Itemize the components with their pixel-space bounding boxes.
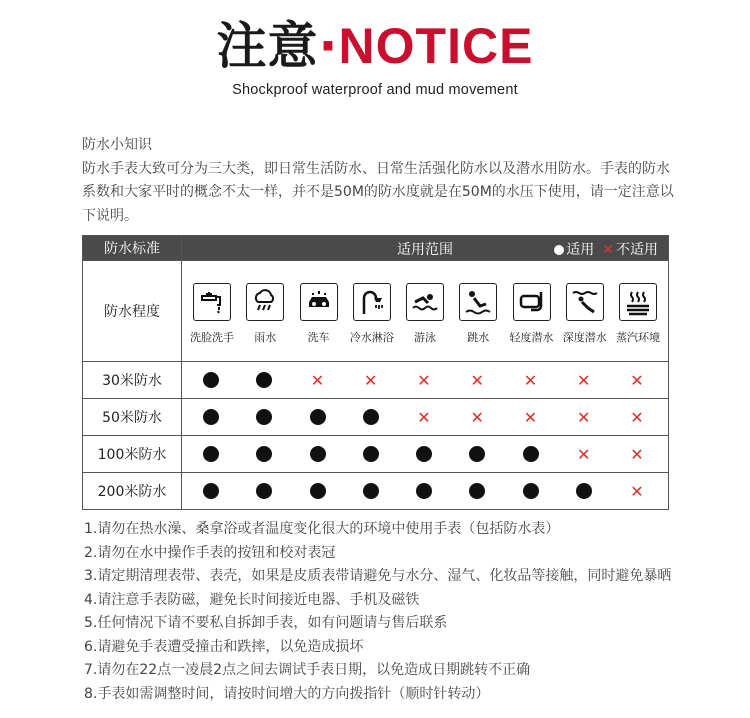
not-suitable-x-icon: ✕ [630,370,644,390]
note-item: 2.请勿在水中操作手表的按钮和校对表冠 [84,544,336,561]
not-suitable-x-icon: ✕ [523,407,538,427]
not-suitable-x-icon: ✕ [577,407,591,427]
legend-ok-label: 适用 [566,242,595,258]
suitable-dot-icon [194,444,228,464]
not-suitable-x-icon: ✕ [364,370,378,390]
activity-2 [295,277,343,345]
activity-label: 蒸汽环境 [616,331,660,344]
table-row [83,362,669,399]
row-label: 30米防水 [83,362,182,399]
suitable-dot-icon [247,481,281,501]
not-suitable-x-icon: ✕ [577,370,591,390]
row-marks [182,399,669,436]
activity-3 [348,277,396,345]
activity-5 [454,277,502,345]
table-header-row [83,236,669,261]
title-english: NOTICE [338,18,534,74]
legend-dot-icon [554,245,564,255]
suitable-dot-icon [514,444,548,464]
diving-icon [459,283,497,321]
suitable-dot-icon [407,481,441,501]
activity-label: 轻度潜水 [509,331,554,344]
legend [554,239,658,259]
note-item: 1.请勿在热水澡、桑拿浴或者温度变化很大的环境中使用手表（包括防水表） [84,521,560,537]
suitable-dot-icon [194,481,228,501]
snorkel-icon [513,283,551,321]
car-wash-icon [300,283,338,321]
activity-6 [508,277,556,345]
suitable-dot-icon [514,481,548,501]
row-label: 50米防水 [83,399,182,436]
not-suitable-x-icon: ✕ [577,444,591,464]
subtitle: Shockproof waterproof and mud movement [232,82,518,98]
rain-icon [246,283,284,321]
not-suitable-x-icon: ✕ [417,370,431,390]
title-separator: · [318,17,339,75]
waterproof-table [82,235,669,510]
not-suitable-x-icon: ✕ [523,370,538,390]
activity-label: 洗脸洗手 [190,331,234,344]
not-suitable-x-icon: ✕ [417,407,431,427]
shower-icon [353,283,391,321]
title-chinese: 注意 [216,17,319,75]
swimming-icon [406,283,444,321]
activity-label: 跳水 [467,331,490,344]
activity-7 [561,277,609,345]
row-marks [182,473,669,510]
suitable-dot-icon [301,407,335,427]
suitable-dot-icon [354,407,388,427]
note-item: 3.请定期清理表带、表壳，如果是皮质表带请避免与水分、湿气、化妆品等接触，同时避免暴晒 [84,568,672,584]
faucet-icon [193,283,231,321]
col-standard-header: 防水标准 [83,236,182,261]
suitable-dot-icon [567,481,601,501]
suitable-dot-icon [354,444,388,464]
row-marks [182,436,669,473]
page-title [0,14,750,78]
activity-8 [614,277,662,345]
activity-label: 深度潜水 [562,331,607,344]
legend-x-icon: ✕ [602,242,614,258]
table-row [83,473,669,510]
not-suitable-x-icon: ✕ [470,407,484,427]
icon-row-label: 防水程度 [83,261,182,362]
activity-0 [188,277,236,345]
note-item: 7.请勿在22点一凌晨2点之间去调试手表日期，以免造成日期跳转不正确 [84,662,531,678]
intro-section [82,134,682,228]
suitable-dot-icon [460,481,494,501]
not-suitable-x-icon: ✕ [310,370,325,390]
notes-list [84,518,684,706]
suitable-dot-icon [354,481,388,501]
not-suitable-x-icon: ✕ [630,407,644,427]
suitable-dot-icon [407,444,441,464]
activity-4 [401,277,449,345]
legend-no-label: 不适用 [616,242,658,258]
not-suitable-x-icon: ✕ [470,370,484,390]
range-header-label: 适用范围 [397,242,453,258]
not-suitable-x-icon: ✕ [630,444,644,464]
activity-label: 洗车 [307,331,330,344]
note-item: 8.手表如需调整时间，请按时间增大的方向拨指针（顺时针转动） [84,685,490,702]
suitable-dot-icon [194,370,228,390]
table-row [83,436,669,473]
note-item: 6.请避免手表遭受撞击和跌摔，以免造成损坏 [84,638,364,655]
suitable-dot-icon [301,481,335,501]
suitable-dot-icon [194,407,228,427]
activity-1 [241,277,289,345]
row-label: 200米防水 [83,473,182,510]
suitable-dot-icon [247,444,281,464]
row-label: 100米防水 [83,436,182,473]
row-marks [182,362,669,399]
suitable-dot-icon [301,444,335,464]
steam-icon [619,283,657,321]
suitable-dot-icon [460,444,494,464]
icons-cell [182,261,669,362]
activity-icons [182,277,668,345]
range-header [182,236,669,261]
activity-label: 游泳 [414,331,436,344]
table-body [83,362,669,510]
table-row [83,399,669,436]
activity-label: 冷水淋浴 [349,331,394,344]
note-item: 5.任何情况下请不要私自拆卸手表，如有问题请与售后联系 [84,615,448,631]
intro-paragraph: 防水手表大致可分为三大类，即日常生活防水、日常生活强化防水以及潜水用防水。手表的防水系数和大家平时的概念不太一样，并不是50M的防水度就是在50M的水压下使用，请一定注意以下说明。 [82,160,674,224]
note-item: 4.请注意手表防磁，避免长时间接近电器、手机及磁铁 [84,591,420,608]
icon-row [83,261,669,362]
activity-label: 雨水 [254,331,277,344]
not-suitable-x-icon: ✕ [630,481,644,501]
intro-heading: 防水小知识 [82,137,152,153]
header [0,14,750,98]
suitable-dot-icon [247,370,281,390]
suitable-dot-icon [247,407,281,427]
deep-dive-icon [566,283,604,321]
